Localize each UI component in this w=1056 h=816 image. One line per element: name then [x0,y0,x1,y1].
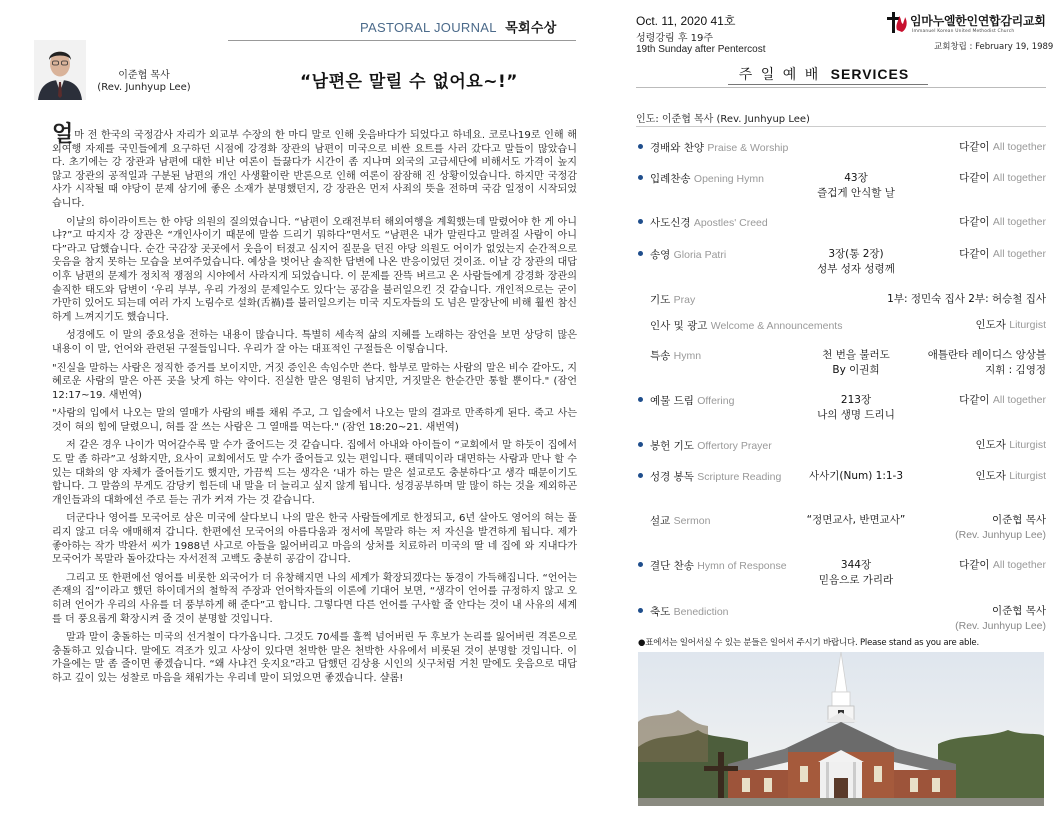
service-item-detail: 213장 나의 생명 드리니 [817,394,895,421]
service-item [636,604,1046,634]
service-item-leader: 1부: 정민숙 집사 2부: 허승철 집사 [887,293,1046,305]
standing-note: ●표에서는 일어서실 수 있는 분들은 일어서 주시기 바랍니다. Please stand as you are able. [638,638,979,648]
service-item-leader: 다같이 All together [959,248,1046,260]
stand-bullet-icon [638,608,643,613]
bulletin-date: Oct. 11, 2020 41호 [636,14,736,28]
church-name-ko: 임마누엘한인연합감리교회 [910,14,1046,28]
service-item-name: 경배와 찬양 Praise & Worship [650,142,789,154]
service-item-leader: 다같이 All together [959,216,1046,228]
stand-bullet-icon [638,175,643,180]
service-item-detail: 43장 즐겁게 안식할 날 [817,172,895,199]
service-item-leader: 다같이 All together [959,141,1046,153]
scripture-quote: "진실을 말하는 사람은 정직한 증거를 보이지만, 거짓 증인은 속임수만 쓴다. 함부로 말하는 사람의 말은 비수 같아도, 지혜로운 사람의 말은 아픈 곳을 낫게 하는 약이다. 진실한 말은 영원히 남지만, 거짓말은 한순간만 통할 뿐이다." (잠언 12:17~19. 새번역) [52,362,577,401]
service-item-name: 예물 드림 Offering [650,395,735,407]
article-body [52,122,578,691]
service-item-detail: 344장 믿음으로 가리라 [818,559,894,586]
drop-cap: 얼 [52,122,74,147]
service-item-leader: 이준협 목사 (Rev. Junhyup Lee) [955,514,1046,541]
liturgical-week-en: 19th Sunday after Pentercost [636,44,766,55]
journal-header [360,17,557,36]
worship-leader: 인도: 이준협 목사 (Rev. Junhyup Lee) [636,114,810,125]
service-item [636,171,1046,201]
header-divider [228,40,576,41]
pastor-photo [34,40,86,100]
service-item [636,469,1046,499]
service-item [636,247,1046,277]
service-item-detail: 천 번을 불러도 By 이권희 [822,349,890,376]
liturgical-week-ko: 성령강림 후 19주 [636,33,714,44]
author-name-en: (Rev. Junhyup Lee) [97,82,191,93]
author-block [88,70,200,94]
service-item-name: 기도 Pray [650,294,696,306]
founding-date: 교회창립 : February 19, 1989 [934,42,1054,52]
service-item-leader: 다같이 All together [959,559,1046,571]
service-item-name: 결단 찬송 Hymn of Response [650,560,787,572]
article-paragraph: 이날의 하이라이트는 한 야당 의원의 질의였습니다. “남편이 오래전부터 해외여행을 계획했는데 말렸어야 한 게 아니냐?”고 따지자 강 장관은 “개인사이기 때문에 말씀 드리기 뭐하다”면서도 “남편은 내가 말린다고 말려질 사람이 아니다”라고 답했습니다. 순간 국감장 곳곳에서 웃음이 터졌고 심지어 질문을 던진 야당 의원도 어이가 없었는지 순간적으로 웃음을 참지 못하는 모습을 보여주었습니다. 예상을 벗어난 솔직한 답변에 나온 반응이었던 것이죠. 이날 강 장관의 대답 이후 남편의 문제가 정치적 쟁점의 시야에서 사라지게 되었습니다. 이 문제를 잔뜩 벼르고 온 사람들에게 강경화 장관의 솔직한 태도와 답변이 ‘우리 부부, 우리 가정의 문제일수도 있다’는 공감을 불러일으킨 것 같습니다. 개인적으로는 굳이 가만히 있어도 되는데 여러 가지 노림수로 설화(舌禍)를 불러일으키는 미국 지도자들의 도 넘은 말장난에 비해 훨씬 참신하게 느껴지기도 했습니다. [52,216,577,323]
service-item-name: 봉헌 기도 Offertory Prayer [650,440,772,452]
service-item [636,215,1046,245]
section-divider [636,87,1046,88]
stand-bullet-icon [638,144,643,149]
service-item-name: 특송 Hymn [650,350,702,362]
service-item [636,558,1046,588]
stand-bullet-icon [638,219,643,224]
author-name-ko: 이준협 목사 [118,70,170,81]
service-item-name: 설교 Sermon [650,515,711,527]
services-page [636,0,1056,816]
service-item-leader: 애틀란타 레이디스 앙상블 지휘 : 김영정 [927,349,1046,376]
services-title [734,64,914,84]
service-item-detail: 3장(통 2장) 성부 성자 성령께 [817,248,895,275]
service-item-leader: 다같이 All together [959,172,1046,184]
cross-flame-icon [886,10,908,34]
stand-bullet-icon [638,562,643,567]
service-item [636,140,1046,170]
journal-label-ko: 목회수상 [505,21,557,36]
stand-bullet-icon [638,251,643,256]
journal-label-en: PASTORAL JOURNAL [360,20,497,35]
service-item-name: 입례찬송 Opening Hymn [650,173,764,185]
service-item-leader: 이준협 목사 (Rev. Junhyup Lee) [955,605,1046,632]
service-item [636,438,1046,468]
title-underline [728,84,928,85]
service-item [636,513,1046,543]
article-paragraph: 그리고 또 한편에선 영어를 비롯한 외국어가 더 유창해지면 나의 세계가 확장되겠다는 동경이 가득해집니다. “언어는 존재의 집”이라고 했던 하이데거의 철학적 주장과 언어학자들의 이론에 기대어 보면, “생각이 언어를 규정하지 않고 오히려 언어가 우리의 사유를 더 풍부하게 해 준다”고 합니다. 그렇다면 다른 언어를 구사할 줄 안다는 것이 내 사유의 세계를 더 풍요롭게 확장시켜 줄 것이 분명할 것입니다. [52,572,577,625]
service-item-name: 성경 봉독 Scripture Reading [650,471,782,483]
stand-bullet-icon [638,473,643,478]
stand-bullet-icon [638,442,643,447]
service-item [636,393,1046,423]
service-item-leader: 인도자 Liturgist [975,439,1046,451]
article-paragraph: 성경에도 이 말의 중요성을 전하는 내용이 많습니다. 특별히 세속적 삶의 지혜를 노래하는 잠언을 보면 상당히 많은 내용이 이 말, 언어와 관련된 구절들입니다. 우리가 잘 아는 대표적인 구절들은 이렇습니다. [52,330,578,355]
article-paragraph: 말과 말이 충돌하는 미국의 선거철이 다가옵니다. 그것도 70세를 훌쩍 넘어버린 두 후보가 논리를 잃어버린 격론으로 충돌하고 있습니다. 말에도 격조가 있고 사상이 있다면 천박한 말은 천박한 사유에서 비롯된 것이 분명할 것입니다. 이 가을에는 말 좀 줄이면 좋겠습니다. “왜 사냐건 웃지요”라고 답했던 김상용 시인의 싯구처럼 거친 말에도 웃음으로 대답하고 깊이 있는 성찰로 마음을 채워가는 우리네 말이 되었으면 좋겠습니다. 샬롬! [52,632,577,684]
article-title: “남편은 말릴 수 없어요~!” [300,72,518,92]
service-item-name: 인사 및 광고 Welcome & Announcements [650,320,843,332]
article-paragraph: 얼마 전 한국의 국정감사 자리가 외교부 수장의 한 마디 말로 인해 웃음바다가 되었다고 하네요. 코로나19로 인해 해외여행 자제를 국민들에게 요구하던 시점에 강경화 장관의 남편이 미국으로 비싼 요트를 사러 갔다고 말들이 많았습니다. 초기에는 강 장관과 남편에 대한 비난 여론이 들끓다가 시간이 좀 지나며 외국의 고급세단에 비해서도 가격이 높지 않고 장관의 공적일과 구분된 남편의 개인 사생활이란 반론으로 인해 여론이 잠잠해 진 상황이었습니다. 하지만 국정감사가 시작될 때 야당이 문제 삼기에 좋은 소재가 분명했던지, 강 장관은 먼저 사죄의 뜻을 전하며 국감 일정이 시작되었습니다. [52,122,577,209]
service-item-leader: 인도자 Liturgist [975,470,1046,482]
stand-bullet-icon [638,397,643,402]
article-paragraph: 더군다나 영어를 모국어로 삼은 미국에 살다보니 나의 말은 한국 사람들에게로 한정되고, 6년 살아도 영어의 혀는 풀리지 않고 더욱 애매해져 갑니다. 한편에선 모국어의 아름다움과 정서에 목말라 하는 저 자신을 발견하게 됩니다. 제가 좋아하는 작가 박완서 씨가 1988년 사고로 아들을 잃어버리고 마음의 상처를 치료하러 미국의 딸 네 집에 와 지내다가 모국어가 목말라 돌아갔다는 자서전적 고백도 충분히 공감이 갑니다. [52,513,577,566]
service-item-name: 사도신경 Apostles' Creed [650,217,768,229]
service-item-name: 축도 Benediction [650,606,729,618]
scripture-quote: "사람의 입에서 나오는 말의 열매가 사람의 배를 채워 주고, 그 입술에서 나오는 말의 결과로 만족하게 된다. 죽고 사는 것이 혀의 힘에 달렸으니, 혀를 잘 쓰는 사람은 그 열매를 먹는다." (잠언 18:20~21. 새번역) [52,408,577,433]
services-title-en: SERVICES [830,66,910,82]
services-title-ko: 주 일 예 배 [738,67,821,83]
service-item [636,318,1046,348]
service-item-detail: 사사기(Num) 1:1-3 [808,470,904,482]
leader-divider [636,126,1046,127]
service-item-leader: 인도자 Liturgist [975,319,1046,331]
church-photo [638,652,1044,806]
church-name-en: Immanuel Korean United Methodist Church [912,29,1015,34]
service-item-name: 송영 Gloria Patri [650,249,727,261]
service-item [636,348,1046,378]
service-item-leader: 다같이 All together [959,394,1046,406]
article-paragraph: 저 같은 경우 나이가 먹어갈수록 말 수가 줄어드는 것 같습니다. 집에서 아내와 아이들이 “교회에서 말 하듯이 집에서도 말 좀 하라”고 성화지만, 요사이 교회에서도 말 수가 줄어들고 있는 편입니다. 팬데믹이라 대면하는 사람과 만나 할 수 있는 대화의 양 자체가 줄어들기도 했지만, 가끔씩 드는 생각은 ‘내가 하는 말은 설교로도 충분하다’고 생각 때문이기도 합니다. 그 말씀의 무게도 감당키 힘든데 내 말을 더 늘리고 싶지 않게 됩니다. 성경공부하며 말 많이 하는 것을 제외하곤 개인들과의 대화에선 주로 듣는 귀가 커져 가는 것 같습니다. [52,440,577,506]
service-item-detail: “정면교사, 반면교사” [806,514,906,526]
